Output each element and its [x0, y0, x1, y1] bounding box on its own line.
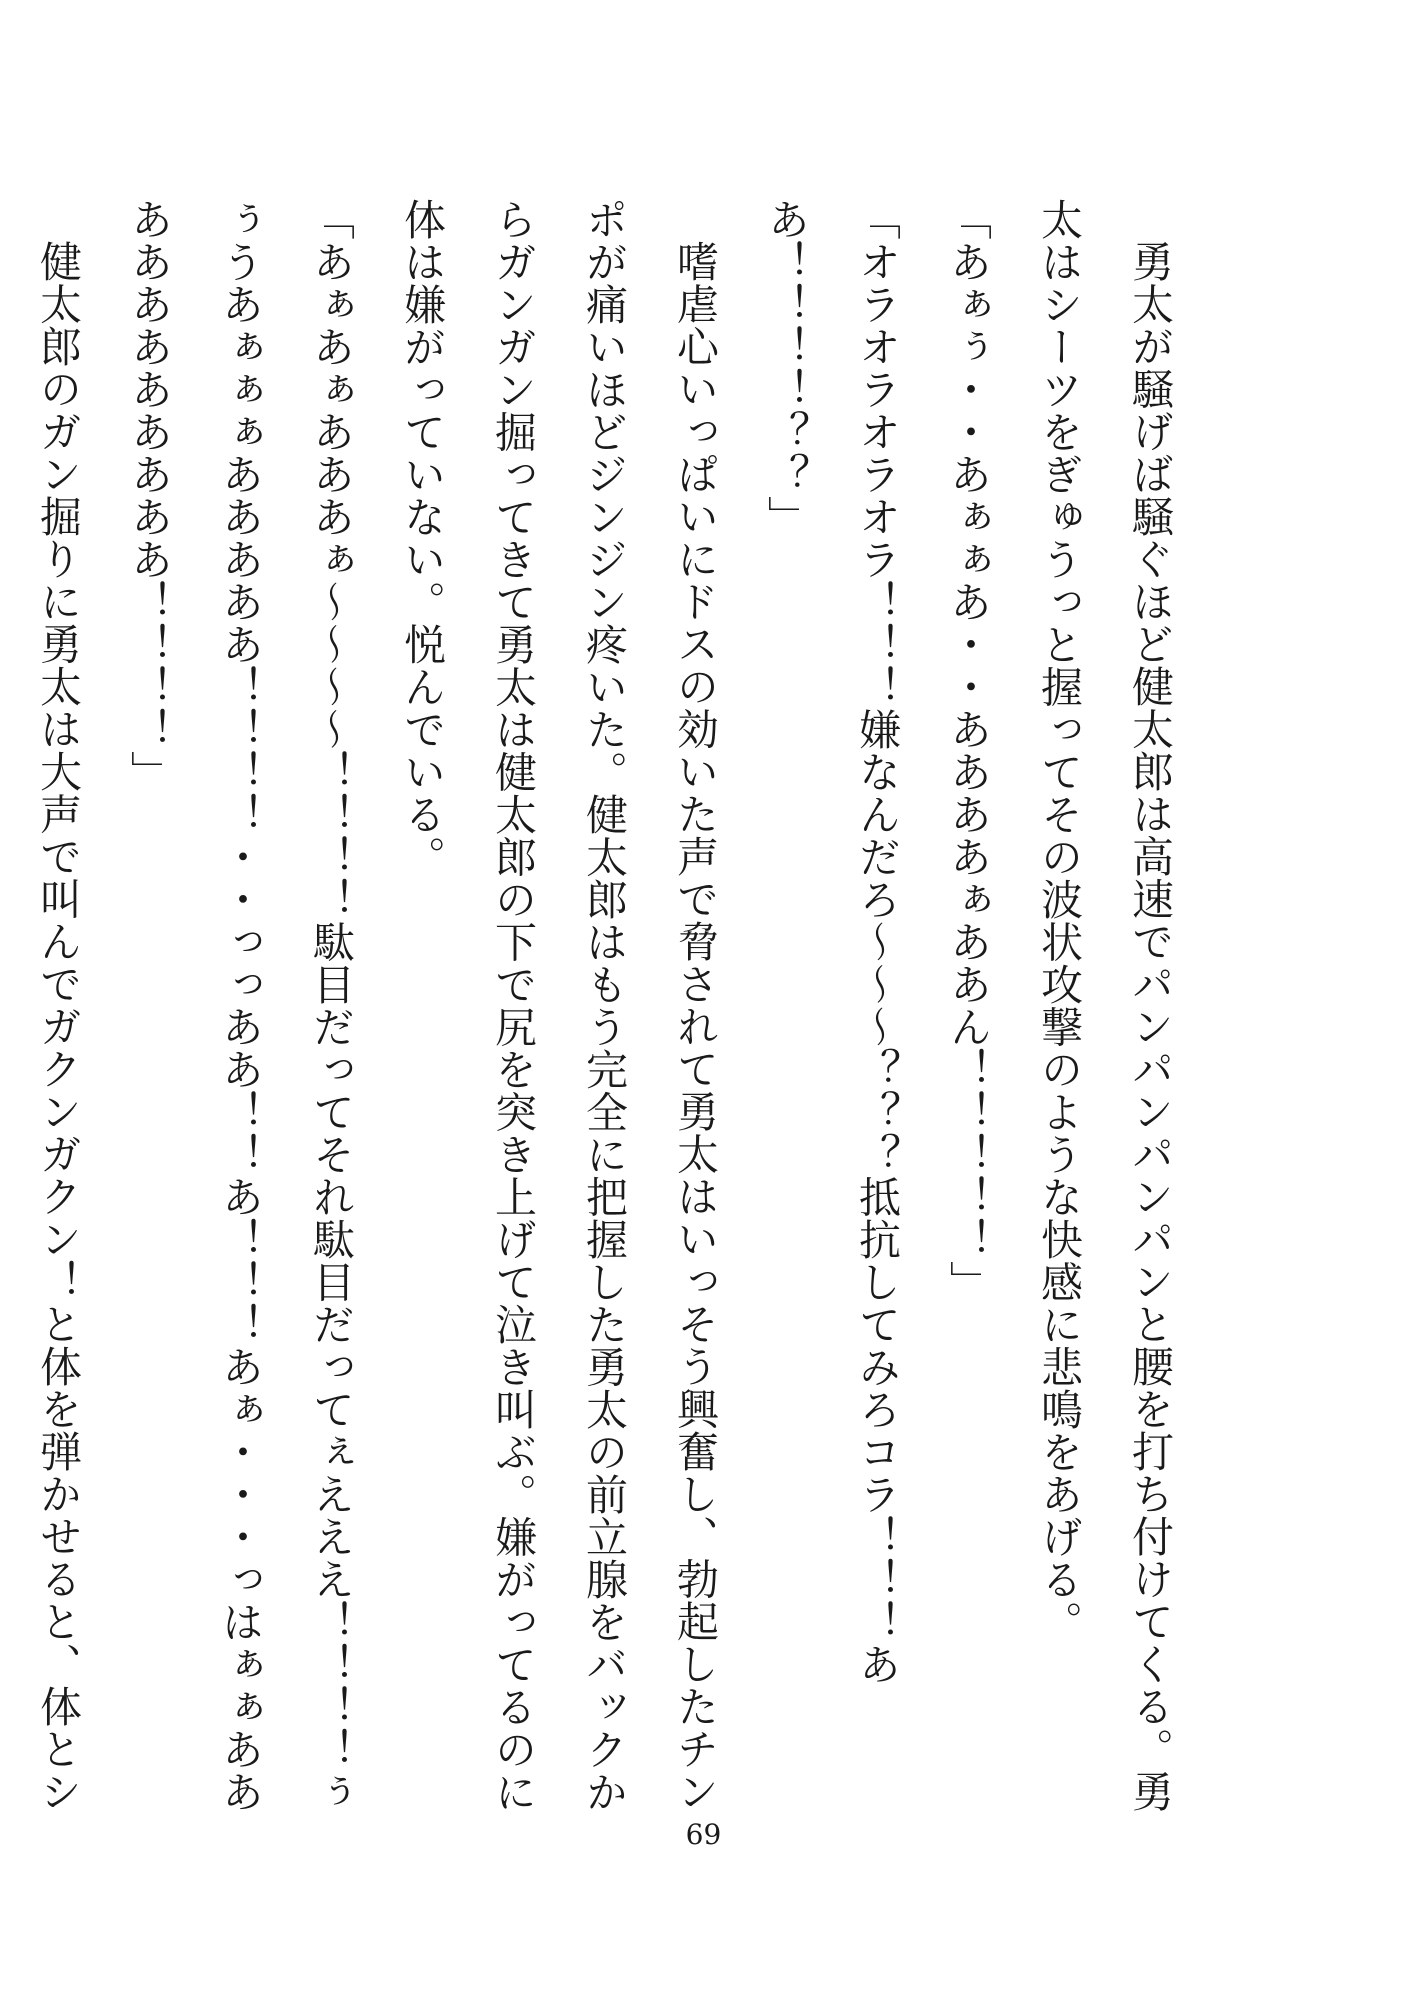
paragraph-6: 健太郎のガン掘りに勇太は大声で叫んでガクンガクン！と体を弾かせると、体とシ: [34, 240, 83, 1813]
paragraph-1: 勇太が騒げば騒ぐほど健太郎は高速でパンパンパンパンと腰を打ち付けてくる。勇太はシーツをぎゅうっと握ってその波状攻撃のような快感に悲鳴をあげる。: [1035, 198, 1175, 1813]
paragraph-4: 嗜虐心いっぱいにドスの効いた声で脅されて勇太はいっそう興奮し、勃起したチンポが痛いほどジンジン疼いた。健太郎はもう完全に把握した勇太の前立腺をバックからガンガン掘ってきて勇太は健太郎の下で尻を突き上げて泣き叫ぶ。嫌がってるのに体は嫌がっていない。悦んでいる。: [398, 198, 720, 1813]
paragraph-5: 「あぁあぁあああぁ〜〜〜〜！！！！駄目だってそれ駄目だってぇえええ！！！！ぅぅうあぁぁぁあああああ！！！！・・っっああ！！あ！！！あぁ・・・っはぁぁあああああああああああ！！！！」: [125, 198, 356, 1813]
page-number: 69: [685, 1818, 722, 1851]
paragraph-3: 「オラオラオラオラ！！！嫌なんだろ〜〜〜？？？抵抗してみろコラ！！！ああ！！！！？？」: [762, 198, 902, 1686]
page-body: [34, 198, 1196, 1838]
paragraph-2: 「あぁぅ・・あぁぁあ・・ああああぁああん！！！！！」: [944, 198, 993, 1303]
